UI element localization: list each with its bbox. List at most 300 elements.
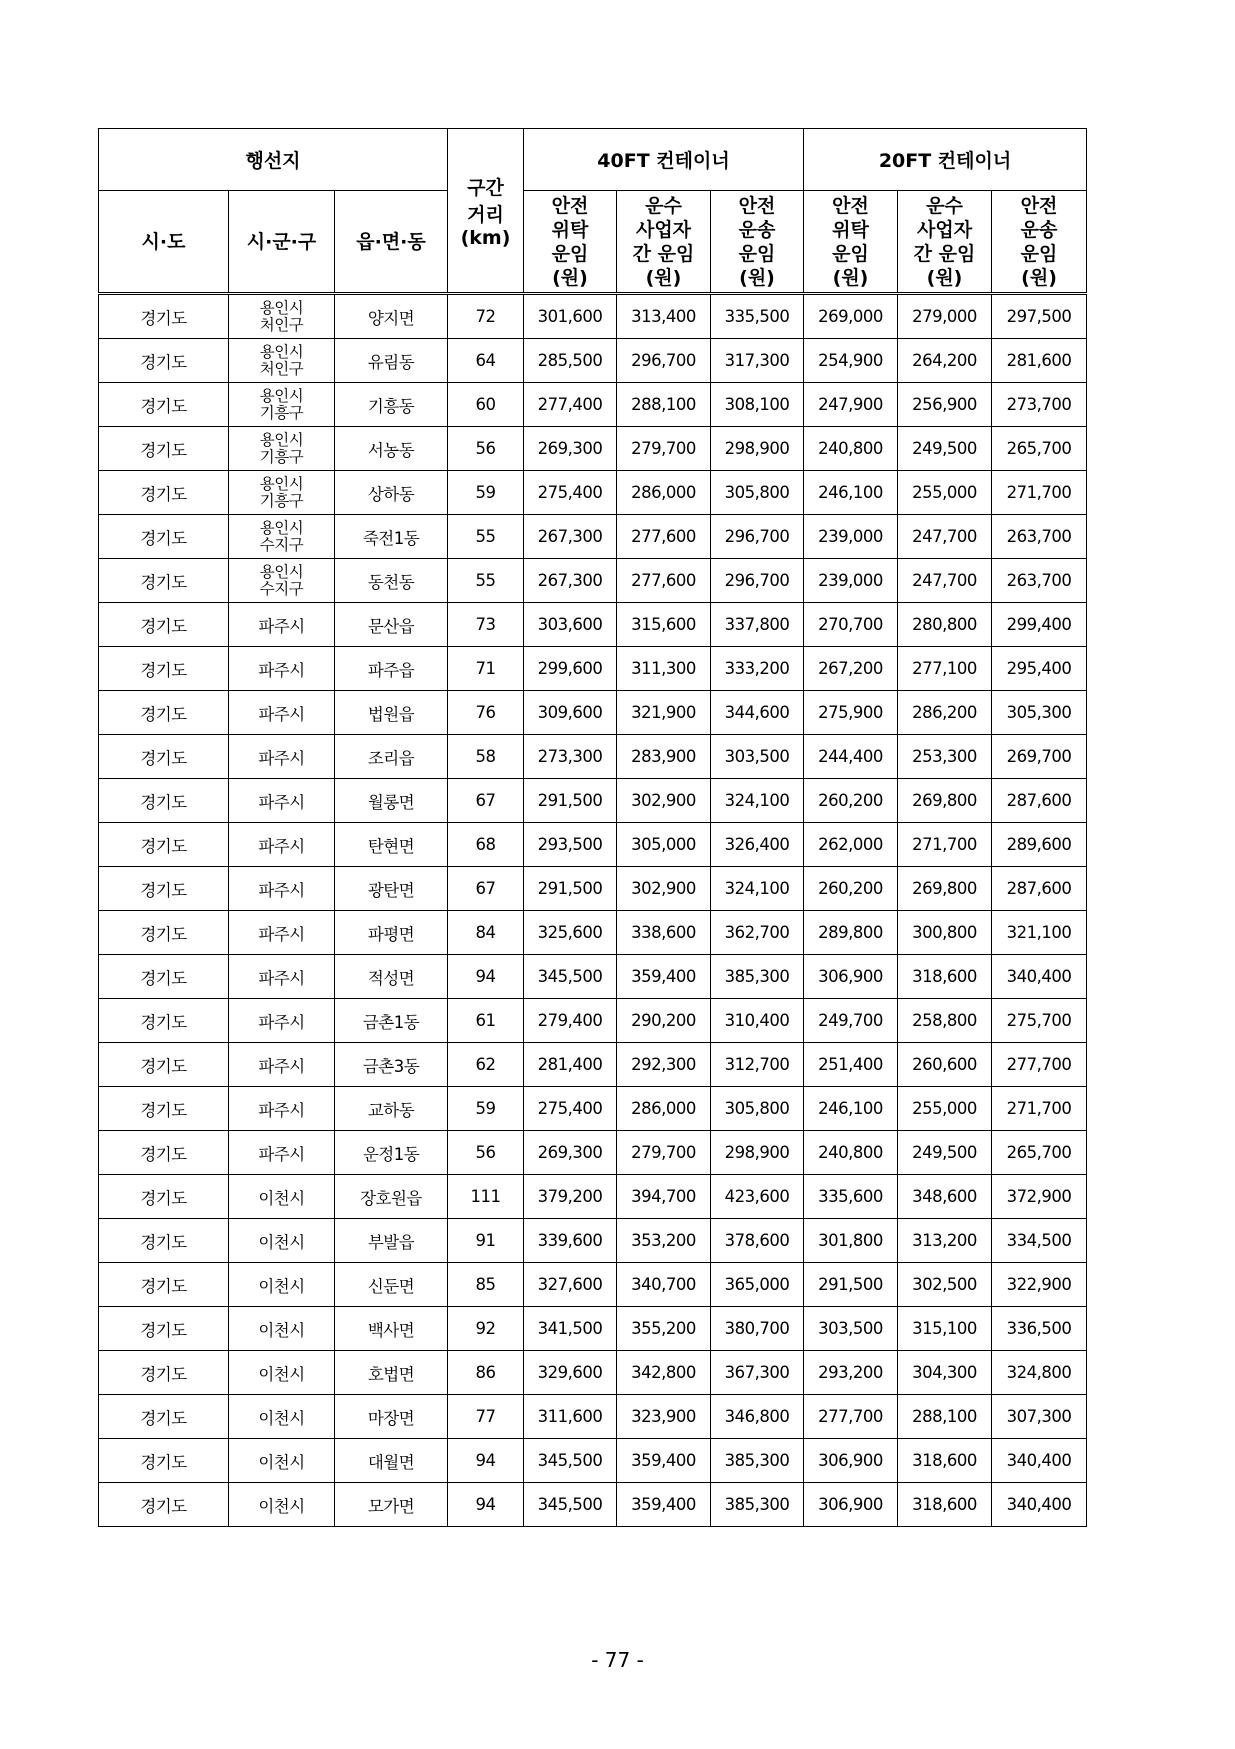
eup-cell: 백사면 bbox=[335, 1307, 448, 1351]
sido-cell: 경기도 bbox=[99, 1395, 229, 1439]
table-row bbox=[99, 823, 1087, 867]
table-row bbox=[99, 559, 1087, 603]
safe-contract-20-cell: 277,700 bbox=[804, 1395, 898, 1439]
distance-cell: 94 bbox=[448, 955, 524, 999]
safe-transport-20-cell: 324,800 bbox=[992, 1351, 1087, 1395]
safe-contract-20-cell: 335,600 bbox=[804, 1175, 898, 1219]
eup-cell: 장호원읍 bbox=[335, 1175, 448, 1219]
safe-transport-20-cell: 297,500 bbox=[992, 294, 1087, 339]
distance-cell: 77 bbox=[448, 1395, 524, 1439]
eup-myeon-dong-header: 읍·면·동 bbox=[335, 191, 448, 294]
sigungu-cell: 파주시 bbox=[229, 1087, 335, 1131]
eup-cell: 적성면 bbox=[335, 955, 448, 999]
distance-cell: 92 bbox=[448, 1307, 524, 1351]
sigungu-cell: 파주시 bbox=[229, 1043, 335, 1087]
sigungu-cell: 용인시 수지구 bbox=[229, 515, 335, 559]
eup-cell: 죽전1동 bbox=[335, 515, 448, 559]
safe-contract-40-cell: 267,300 bbox=[524, 559, 617, 603]
safe-transport-20-cell: 336,500 bbox=[992, 1307, 1087, 1351]
eup-cell: 교하동 bbox=[335, 1087, 448, 1131]
distance-cell: 73 bbox=[448, 603, 524, 647]
safe-transport-20-cell: 372,900 bbox=[992, 1175, 1087, 1219]
distance-cell: 71 bbox=[448, 647, 524, 691]
safe-contract-40-cell: 325,600 bbox=[524, 911, 617, 955]
safe-transport-20-cell: 271,700 bbox=[992, 471, 1087, 515]
eup-cell: 부발읍 bbox=[335, 1219, 448, 1263]
distance-cell: 94 bbox=[448, 1439, 524, 1483]
table-row bbox=[99, 383, 1087, 427]
safe-contract-20-cell: 270,700 bbox=[804, 603, 898, 647]
carrier-40-cell: 323,900 bbox=[617, 1395, 711, 1439]
safe-contract-20-cell: 291,500 bbox=[804, 1263, 898, 1307]
safe-transport-40-cell: 344,600 bbox=[711, 691, 804, 735]
carrier-20-cell: 269,800 bbox=[898, 779, 992, 823]
carrier-20-cell: 302,500 bbox=[898, 1263, 992, 1307]
carrier-40-cell: 340,700 bbox=[617, 1263, 711, 1307]
sido-cell: 경기도 bbox=[99, 1263, 229, 1307]
table-row bbox=[99, 603, 1087, 647]
sigungu-cell: 용인시 수지구 bbox=[229, 559, 335, 603]
distance-cell: 86 bbox=[448, 1351, 524, 1395]
table-row bbox=[99, 1263, 1087, 1307]
eup-cell: 금촌3동 bbox=[335, 1043, 448, 1087]
safe-contract-40-cell: 293,500 bbox=[524, 823, 617, 867]
safe-transport-rate-20-header: 안전 운송 운임 (원) bbox=[992, 191, 1087, 294]
table-row bbox=[99, 999, 1087, 1043]
safe-contract-40-cell: 299,600 bbox=[524, 647, 617, 691]
safe-transport-40-cell: 324,100 bbox=[711, 779, 804, 823]
carrier-40-cell: 355,200 bbox=[617, 1307, 711, 1351]
sido-cell: 경기도 bbox=[99, 779, 229, 823]
safe-contract-20-cell: 262,000 bbox=[804, 823, 898, 867]
sigungu-header: 시·군·구 bbox=[229, 191, 335, 294]
table-row bbox=[99, 867, 1087, 911]
carrier-40-cell: 279,700 bbox=[617, 427, 711, 471]
safe-contract-20-cell: 247,900 bbox=[804, 383, 898, 427]
eup-cell: 기흥동 bbox=[335, 383, 448, 427]
safe-transport-40-cell: 310,400 bbox=[711, 999, 804, 1043]
safe-contract-40-cell: 267,300 bbox=[524, 515, 617, 559]
safe-transport-20-cell: 265,700 bbox=[992, 427, 1087, 471]
carrier-20-cell: 258,800 bbox=[898, 999, 992, 1043]
safe-transport-20-cell: 299,400 bbox=[992, 603, 1087, 647]
table-row bbox=[99, 911, 1087, 955]
carrier-20-cell: 269,800 bbox=[898, 867, 992, 911]
safe-contract-40-cell: 301,600 bbox=[524, 294, 617, 339]
safe-transport-40-cell: 312,700 bbox=[711, 1043, 804, 1087]
sigungu-cell: 파주시 bbox=[229, 955, 335, 999]
safe-contract-40-cell: 277,400 bbox=[524, 383, 617, 427]
distance-cell: 72 bbox=[448, 294, 524, 339]
safe-contract-20-cell: 249,700 bbox=[804, 999, 898, 1043]
distance-cell: 62 bbox=[448, 1043, 524, 1087]
carrier-40-cell: 359,400 bbox=[617, 1483, 711, 1527]
carrier-20-cell: 277,100 bbox=[898, 647, 992, 691]
table-row bbox=[99, 1043, 1087, 1087]
safe-contract-20-cell: 289,800 bbox=[804, 911, 898, 955]
safe-contract-20-cell: 293,200 bbox=[804, 1351, 898, 1395]
sido-cell: 경기도 bbox=[99, 1043, 229, 1087]
safe-transport-40-cell: 326,400 bbox=[711, 823, 804, 867]
safe-transport-40-cell: 380,700 bbox=[711, 1307, 804, 1351]
safe-transport-40-cell: 296,700 bbox=[711, 515, 804, 559]
page-number: - 77 - bbox=[591, 1648, 644, 1672]
sigungu-cell: 용인시 기흥구 bbox=[229, 471, 335, 515]
safe-transport-rate-40-header: 안전 운송 운임 (원) bbox=[711, 191, 804, 294]
distance-cell: 94 bbox=[448, 1483, 524, 1527]
carrier-20-cell: 255,000 bbox=[898, 1087, 992, 1131]
safe-contract-40-cell: 379,200 bbox=[524, 1175, 617, 1219]
carrier-40-cell: 353,200 bbox=[617, 1219, 711, 1263]
carrier-20-cell: 249,500 bbox=[898, 427, 992, 471]
table-row bbox=[99, 1087, 1087, 1131]
carrier-40-cell: 359,400 bbox=[617, 1439, 711, 1483]
sigungu-cell: 파주시 bbox=[229, 999, 335, 1043]
sido-cell: 경기도 bbox=[99, 911, 229, 955]
table-row bbox=[99, 1131, 1087, 1175]
safe-contract-20-cell: 306,900 bbox=[804, 955, 898, 999]
sigungu-cell: 파주시 bbox=[229, 647, 335, 691]
carrier-40-cell: 305,000 bbox=[617, 823, 711, 867]
eup-cell: 서농동 bbox=[335, 427, 448, 471]
safe-contract-20-cell: 239,000 bbox=[804, 515, 898, 559]
safe-transport-40-cell: 296,700 bbox=[711, 559, 804, 603]
sigungu-cell: 파주시 bbox=[229, 911, 335, 955]
safe-contract-rate-40-header: 안전 위탁 운임 (원) bbox=[524, 191, 617, 294]
safe-transport-40-cell: 346,800 bbox=[711, 1395, 804, 1439]
distance-cell: 84 bbox=[448, 911, 524, 955]
carrier-40-cell: 290,200 bbox=[617, 999, 711, 1043]
carrier-40-cell: 313,400 bbox=[617, 294, 711, 339]
sigungu-cell: 이천시 bbox=[229, 1219, 335, 1263]
safe-transport-20-cell: 265,700 bbox=[992, 1131, 1087, 1175]
safe-transport-40-cell: 303,500 bbox=[711, 735, 804, 779]
eup-cell: 문산읍 bbox=[335, 603, 448, 647]
carrier-40-cell: 277,600 bbox=[617, 559, 711, 603]
eup-cell: 상하동 bbox=[335, 471, 448, 515]
carrier-40-cell: 338,600 bbox=[617, 911, 711, 955]
table-row bbox=[99, 471, 1087, 515]
safe-contract-40-cell: 311,600 bbox=[524, 1395, 617, 1439]
safe-transport-20-cell: 263,700 bbox=[992, 515, 1087, 559]
carrier-20-cell: 300,800 bbox=[898, 911, 992, 955]
carrier-20-cell: 264,200 bbox=[898, 339, 992, 383]
sido-cell: 경기도 bbox=[99, 471, 229, 515]
sigungu-cell: 파주시 bbox=[229, 735, 335, 779]
safe-contract-20-cell: 275,900 bbox=[804, 691, 898, 735]
safe-transport-20-cell: 269,700 bbox=[992, 735, 1087, 779]
distance-cell: 85 bbox=[448, 1263, 524, 1307]
sido-cell: 경기도 bbox=[99, 1439, 229, 1483]
safe-transport-40-cell: 378,600 bbox=[711, 1219, 804, 1263]
destination-header: 행선지 bbox=[99, 129, 448, 191]
safe-contract-40-cell: 327,600 bbox=[524, 1263, 617, 1307]
eup-cell: 법원읍 bbox=[335, 691, 448, 735]
safe-contract-20-cell: 246,100 bbox=[804, 1087, 898, 1131]
safe-transport-40-cell: 385,300 bbox=[711, 1439, 804, 1483]
sigungu-cell: 이천시 bbox=[229, 1307, 335, 1351]
safe-transport-20-cell: 307,300 bbox=[992, 1395, 1087, 1439]
safe-contract-40-cell: 281,400 bbox=[524, 1043, 617, 1087]
table-row bbox=[99, 339, 1087, 383]
eup-cell: 동천동 bbox=[335, 559, 448, 603]
safe-contract-20-cell: 260,200 bbox=[804, 867, 898, 911]
sigungu-cell: 이천시 bbox=[229, 1175, 335, 1219]
sido-cell: 경기도 bbox=[99, 515, 229, 559]
eup-cell: 탄현면 bbox=[335, 823, 448, 867]
safe-transport-20-cell: 340,400 bbox=[992, 1483, 1087, 1527]
carrier-20-cell: 313,200 bbox=[898, 1219, 992, 1263]
safe-contract-20-cell: 246,100 bbox=[804, 471, 898, 515]
table-row bbox=[99, 735, 1087, 779]
table-row bbox=[99, 1219, 1087, 1263]
sido-header: 시·도 bbox=[99, 191, 229, 294]
distance-cell: 59 bbox=[448, 471, 524, 515]
eup-cell: 유림동 bbox=[335, 339, 448, 383]
carrier-20-cell: 288,100 bbox=[898, 1395, 992, 1439]
safe-transport-40-cell: 305,800 bbox=[711, 1087, 804, 1131]
safe-contract-20-cell: 251,400 bbox=[804, 1043, 898, 1087]
safe-transport-40-cell: 298,900 bbox=[711, 427, 804, 471]
carrier-20-cell: 255,000 bbox=[898, 471, 992, 515]
safe-contract-20-cell: 240,800 bbox=[804, 1131, 898, 1175]
safe-transport-20-cell: 340,400 bbox=[992, 1439, 1087, 1483]
sigungu-cell: 파주시 bbox=[229, 603, 335, 647]
sido-cell: 경기도 bbox=[99, 1131, 229, 1175]
carrier-20-cell: 260,600 bbox=[898, 1043, 992, 1087]
safe-contract-40-cell: 339,600 bbox=[524, 1219, 617, 1263]
eup-cell: 광탄면 bbox=[335, 867, 448, 911]
distance-cell: 58 bbox=[448, 735, 524, 779]
safe-contract-40-cell: 309,600 bbox=[524, 691, 617, 735]
container-40ft-header: 40FT 컨테이너 bbox=[524, 129, 804, 191]
safe-transport-40-cell: 317,300 bbox=[711, 339, 804, 383]
sido-cell: 경기도 bbox=[99, 559, 229, 603]
safe-contract-40-cell: 269,300 bbox=[524, 1131, 617, 1175]
sigungu-cell: 이천시 bbox=[229, 1263, 335, 1307]
safe-transport-20-cell: 263,700 bbox=[992, 559, 1087, 603]
distance-cell: 76 bbox=[448, 691, 524, 735]
table-row bbox=[99, 1483, 1087, 1527]
eup-cell: 대월면 bbox=[335, 1439, 448, 1483]
sigungu-cell: 이천시 bbox=[229, 1395, 335, 1439]
safe-contract-20-cell: 306,900 bbox=[804, 1483, 898, 1527]
carrier-20-cell: 280,800 bbox=[898, 603, 992, 647]
safe-contract-40-cell: 345,500 bbox=[524, 1483, 617, 1527]
container-20ft-header: 20FT 컨테이너 bbox=[804, 129, 1087, 191]
safe-contract-20-cell: 301,800 bbox=[804, 1219, 898, 1263]
sido-cell: 경기도 bbox=[99, 691, 229, 735]
table-row bbox=[99, 691, 1087, 735]
eup-cell: 양지면 bbox=[335, 294, 448, 339]
distance-cell: 91 bbox=[448, 1219, 524, 1263]
sido-cell: 경기도 bbox=[99, 1483, 229, 1527]
table-row bbox=[99, 1351, 1087, 1395]
safe-transport-20-cell: 287,600 bbox=[992, 779, 1087, 823]
carrier-20-cell: 348,600 bbox=[898, 1175, 992, 1219]
distance-cell: 68 bbox=[448, 823, 524, 867]
eup-cell: 파주읍 bbox=[335, 647, 448, 691]
safe-contract-40-cell: 269,300 bbox=[524, 427, 617, 471]
eup-cell: 월롱면 bbox=[335, 779, 448, 823]
sido-cell: 경기도 bbox=[99, 339, 229, 383]
carrier-40-cell: 311,300 bbox=[617, 647, 711, 691]
distance-cell: 67 bbox=[448, 779, 524, 823]
sido-cell: 경기도 bbox=[99, 867, 229, 911]
table-row bbox=[99, 779, 1087, 823]
safe-contract-40-cell: 275,400 bbox=[524, 1087, 617, 1131]
safe-transport-20-cell: 321,100 bbox=[992, 911, 1087, 955]
distance-cell: 60 bbox=[448, 383, 524, 427]
sido-cell: 경기도 bbox=[99, 823, 229, 867]
sigungu-cell: 파주시 bbox=[229, 779, 335, 823]
sido-cell: 경기도 bbox=[99, 1351, 229, 1395]
safe-contract-40-cell: 285,500 bbox=[524, 339, 617, 383]
eup-cell: 금촌1동 bbox=[335, 999, 448, 1043]
distance-cell: 61 bbox=[448, 999, 524, 1043]
safe-transport-20-cell: 295,400 bbox=[992, 647, 1087, 691]
safe-transport-20-cell: 334,500 bbox=[992, 1219, 1087, 1263]
safe-transport-40-cell: 298,900 bbox=[711, 1131, 804, 1175]
safe-contract-rate-20-header: 안전 위탁 운임 (원) bbox=[804, 191, 898, 294]
sido-cell: 경기도 bbox=[99, 1219, 229, 1263]
safe-contract-20-cell: 303,500 bbox=[804, 1307, 898, 1351]
sigungu-cell: 파주시 bbox=[229, 1131, 335, 1175]
table-row bbox=[99, 955, 1087, 999]
sido-cell: 경기도 bbox=[99, 735, 229, 779]
carrier-20-cell: 256,900 bbox=[898, 383, 992, 427]
safe-transport-20-cell: 273,700 bbox=[992, 383, 1087, 427]
safe-contract-40-cell: 329,600 bbox=[524, 1351, 617, 1395]
safe-contract-20-cell: 254,900 bbox=[804, 339, 898, 383]
carrier-20-cell: 286,200 bbox=[898, 691, 992, 735]
carrier-40-cell: 286,000 bbox=[617, 1087, 711, 1131]
sido-cell: 경기도 bbox=[99, 955, 229, 999]
carrier-20-cell: 315,100 bbox=[898, 1307, 992, 1351]
carrier-20-cell: 247,700 bbox=[898, 559, 992, 603]
sido-cell: 경기도 bbox=[99, 1087, 229, 1131]
safe-contract-40-cell: 291,500 bbox=[524, 867, 617, 911]
safe-transport-40-cell: 367,300 bbox=[711, 1351, 804, 1395]
safe-contract-20-cell: 267,200 bbox=[804, 647, 898, 691]
sigungu-cell: 이천시 bbox=[229, 1439, 335, 1483]
carrier-20-cell: 304,300 bbox=[898, 1351, 992, 1395]
distance-cell: 56 bbox=[448, 1131, 524, 1175]
sido-cell: 경기도 bbox=[99, 383, 229, 427]
carrier-40-cell: 321,900 bbox=[617, 691, 711, 735]
carrier-20-cell: 318,600 bbox=[898, 1439, 992, 1483]
sido-cell: 경기도 bbox=[99, 1175, 229, 1219]
sido-cell: 경기도 bbox=[99, 603, 229, 647]
sigungu-cell: 용인시 기흥구 bbox=[229, 427, 335, 471]
safe-transport-20-cell: 289,600 bbox=[992, 823, 1087, 867]
safe-transport-40-cell: 333,200 bbox=[711, 647, 804, 691]
carrier-rate-20-header: 운수 사업자 간 운임 (원) bbox=[898, 191, 992, 294]
safe-transport-40-cell: 308,100 bbox=[711, 383, 804, 427]
safe-transport-20-cell: 275,700 bbox=[992, 999, 1087, 1043]
distance-header: 구간 거리 (km) bbox=[448, 129, 524, 294]
sigungu-cell: 용인시 처인구 bbox=[229, 294, 335, 339]
safe-transport-20-cell: 305,300 bbox=[992, 691, 1087, 735]
sido-cell: 경기도 bbox=[99, 999, 229, 1043]
sigungu-cell: 용인시 처인구 bbox=[229, 339, 335, 383]
sido-cell: 경기도 bbox=[99, 647, 229, 691]
eup-cell: 파평면 bbox=[335, 911, 448, 955]
carrier-40-cell: 288,100 bbox=[617, 383, 711, 427]
safe-transport-40-cell: 337,800 bbox=[711, 603, 804, 647]
carrier-20-cell: 271,700 bbox=[898, 823, 992, 867]
table-row bbox=[99, 294, 1087, 339]
distance-cell: 55 bbox=[448, 515, 524, 559]
carrier-40-cell: 359,400 bbox=[617, 955, 711, 999]
table-row bbox=[99, 515, 1087, 559]
table-row bbox=[99, 1307, 1087, 1351]
safe-transport-20-cell: 340,400 bbox=[992, 955, 1087, 999]
safe-transport-40-cell: 305,800 bbox=[711, 471, 804, 515]
carrier-40-cell: 286,000 bbox=[617, 471, 711, 515]
sido-cell: 경기도 bbox=[99, 1307, 229, 1351]
carrier-40-cell: 302,900 bbox=[617, 867, 711, 911]
safe-transport-40-cell: 385,300 bbox=[711, 955, 804, 999]
safe-transport-40-cell: 423,600 bbox=[711, 1175, 804, 1219]
carrier-40-cell: 277,600 bbox=[617, 515, 711, 559]
table-row bbox=[99, 427, 1087, 471]
safe-contract-40-cell: 275,400 bbox=[524, 471, 617, 515]
safe-transport-20-cell: 287,600 bbox=[992, 867, 1087, 911]
safe-contract-20-cell: 240,800 bbox=[804, 427, 898, 471]
eup-cell: 마장면 bbox=[335, 1395, 448, 1439]
carrier-20-cell: 318,600 bbox=[898, 1483, 992, 1527]
safe-transport-20-cell: 277,700 bbox=[992, 1043, 1087, 1087]
carrier-20-cell: 247,700 bbox=[898, 515, 992, 559]
carrier-20-cell: 253,300 bbox=[898, 735, 992, 779]
carrier-40-cell: 296,700 bbox=[617, 339, 711, 383]
safe-contract-40-cell: 273,300 bbox=[524, 735, 617, 779]
safe-contract-40-cell: 291,500 bbox=[524, 779, 617, 823]
distance-cell: 111 bbox=[448, 1175, 524, 1219]
sido-cell: 경기도 bbox=[99, 294, 229, 339]
eup-cell: 호법면 bbox=[335, 1351, 448, 1395]
safe-transport-20-cell: 322,900 bbox=[992, 1263, 1087, 1307]
carrier-20-cell: 279,000 bbox=[898, 294, 992, 339]
safe-transport-20-cell: 281,600 bbox=[992, 339, 1087, 383]
carrier-40-cell: 315,600 bbox=[617, 603, 711, 647]
table-body bbox=[99, 294, 1087, 1527]
safe-contract-20-cell: 269,000 bbox=[804, 294, 898, 339]
safe-contract-40-cell: 303,600 bbox=[524, 603, 617, 647]
carrier-40-cell: 292,300 bbox=[617, 1043, 711, 1087]
safe-contract-40-cell: 341,500 bbox=[524, 1307, 617, 1351]
carrier-rate-40-header: 운수 사업자 간 운임 (원) bbox=[617, 191, 711, 294]
table-row bbox=[99, 1439, 1087, 1483]
freight-rate-table bbox=[98, 128, 1087, 1527]
carrier-40-cell: 279,700 bbox=[617, 1131, 711, 1175]
eup-cell: 운정1동 bbox=[335, 1131, 448, 1175]
carrier-40-cell: 302,900 bbox=[617, 779, 711, 823]
sigungu-cell: 파주시 bbox=[229, 867, 335, 911]
carrier-40-cell: 394,700 bbox=[617, 1175, 711, 1219]
eup-cell: 조리읍 bbox=[335, 735, 448, 779]
sigungu-cell: 이천시 bbox=[229, 1351, 335, 1395]
table-row bbox=[99, 1395, 1087, 1439]
sigungu-cell: 이천시 bbox=[229, 1483, 335, 1527]
safe-contract-40-cell: 345,500 bbox=[524, 955, 617, 999]
safe-contract-20-cell: 239,000 bbox=[804, 559, 898, 603]
carrier-20-cell: 249,500 bbox=[898, 1131, 992, 1175]
sigungu-cell: 파주시 bbox=[229, 823, 335, 867]
safe-transport-40-cell: 362,700 bbox=[711, 911, 804, 955]
sigungu-cell: 파주시 bbox=[229, 691, 335, 735]
